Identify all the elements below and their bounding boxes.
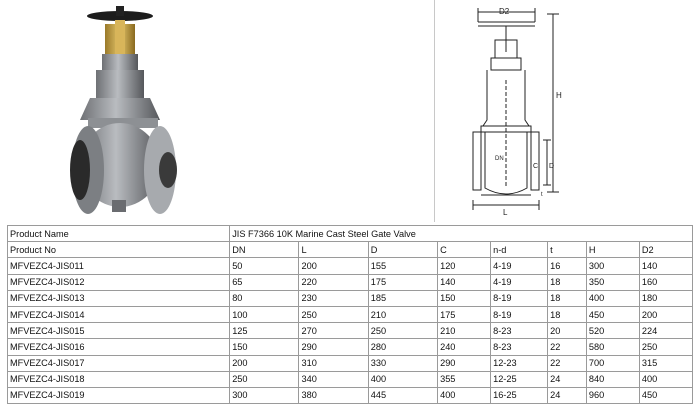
product-no-cell: MFVEZC4-JIS019 (8, 387, 230, 403)
technical-drawing (434, 0, 693, 222)
table-row (8, 387, 693, 403)
table-cell: 8-23 (491, 323, 548, 339)
table-cell: 22 (548, 355, 587, 371)
table-cell: 120 (438, 258, 491, 274)
table-cell: 200 (639, 306, 692, 322)
table-cell: 400 (586, 290, 639, 306)
label-d: D (549, 163, 555, 170)
valve-photo-illustration (8, 0, 433, 222)
table-cell: 16-25 (491, 387, 548, 403)
header-cell: D2 (639, 242, 692, 258)
table-cell: 580 (586, 339, 639, 355)
valve-dimension-drawing (435, 0, 693, 222)
table-cell: 150 (438, 290, 491, 306)
product-no-cell: MFVEZC4-JIS017 (8, 355, 230, 371)
header-cell: L (299, 242, 368, 258)
table-cell: 65 (230, 274, 299, 290)
valve-photo (8, 0, 433, 222)
table-row (8, 323, 693, 339)
table-cell: 200 (299, 258, 368, 274)
table-cell: 220 (299, 274, 368, 290)
product-no-cell: MFVEZC4-JIS018 (8, 371, 230, 387)
header-cell: DN (230, 242, 299, 258)
table-cell: 250 (368, 323, 437, 339)
product-no-cell: MFVEZC4-JIS015 (8, 323, 230, 339)
table-cell: 840 (586, 371, 639, 387)
table-row (8, 274, 693, 290)
table-cell: 8-19 (491, 290, 548, 306)
table-cell: 18 (548, 290, 587, 306)
table-cell: 4-19 (491, 258, 548, 274)
table-cell: 155 (368, 258, 437, 274)
label-d2: D2 (499, 7, 510, 16)
table-cell: 350 (586, 274, 639, 290)
table-cell: 180 (639, 290, 692, 306)
table-cell: 22 (548, 339, 587, 355)
table-cell: 12-23 (491, 355, 548, 371)
table-row (8, 306, 693, 322)
table-cell: 150 (230, 339, 299, 355)
table-cell: 80 (230, 290, 299, 306)
table-cell: 520 (586, 323, 639, 339)
table-cell: 250 (639, 339, 692, 355)
table-cell: 8-19 (491, 306, 548, 322)
table-cell: 310 (299, 355, 368, 371)
table-cell: 200 (230, 355, 299, 371)
table-cell: 960 (586, 387, 639, 403)
table-cell: 100 (230, 306, 299, 322)
header-cell: t (548, 242, 587, 258)
table-cell: 290 (299, 339, 368, 355)
label-t: t (541, 192, 543, 198)
table-cell: 185 (368, 290, 437, 306)
table-cell: 4-19 (491, 274, 548, 290)
table-cell: 125 (230, 323, 299, 339)
label-c: C (533, 163, 539, 170)
table-cell: 140 (639, 258, 692, 274)
table-cell: 224 (639, 323, 692, 339)
table-cell: 210 (368, 306, 437, 322)
table-row (8, 290, 693, 306)
table-cell: 250 (230, 371, 299, 387)
table-cell: 400 (639, 371, 692, 387)
header-cell: Product No (8, 242, 230, 258)
header-cell: C (438, 242, 491, 258)
label-dn: DN (495, 156, 504, 162)
table-cell: 450 (586, 306, 639, 322)
product-name-row (8, 226, 693, 242)
table-cell: 380 (299, 387, 368, 403)
product-no-cell: MFVEZC4-JIS011 (8, 258, 230, 274)
table-cell: 270 (299, 323, 368, 339)
table-row (8, 371, 693, 387)
table-cell: 16 (548, 258, 587, 274)
table-cell: 450 (639, 387, 692, 403)
table-row (8, 355, 693, 371)
table-cell: 50 (230, 258, 299, 274)
table-cell: 140 (438, 274, 491, 290)
label-l: L (503, 208, 508, 217)
table-cell: 300 (586, 258, 639, 274)
table-row (8, 339, 693, 355)
table-cell: 250 (299, 306, 368, 322)
table-cell: 400 (368, 371, 437, 387)
table-cell: 330 (368, 355, 437, 371)
product-name-label: Product Name (8, 226, 230, 242)
table-cell: 340 (299, 371, 368, 387)
table-cell: 24 (548, 371, 587, 387)
table-cell: 20 (548, 323, 587, 339)
table-cell: 18 (548, 274, 587, 290)
table-cell: 24 (548, 387, 587, 403)
table-cell: 175 (368, 274, 437, 290)
product-no-cell: MFVEZC4-JIS012 (8, 274, 230, 290)
table-cell: 280 (368, 339, 437, 355)
table-cell: 175 (438, 306, 491, 322)
table-cell: 400 (438, 387, 491, 403)
table-cell: 355 (438, 371, 491, 387)
table-cell: 300 (230, 387, 299, 403)
table-cell: 315 (639, 355, 692, 371)
header-cell: H (586, 242, 639, 258)
product-no-cell: MFVEZC4-JIS013 (8, 290, 230, 306)
table-cell: 240 (438, 339, 491, 355)
table-cell: 290 (438, 355, 491, 371)
product-no-cell: MFVEZC4-JIS014 (8, 306, 230, 322)
header-cell: D (368, 242, 437, 258)
product-no-cell: MFVEZC4-JIS016 (8, 339, 230, 355)
label-h: H (556, 91, 562, 100)
header-row (8, 242, 693, 258)
product-name-value: JIS F7366 10K Marine Cast Steel Gate Valve (230, 226, 693, 242)
table-cell: 160 (639, 274, 692, 290)
table-cell: 8-23 (491, 339, 548, 355)
table-cell: 230 (299, 290, 368, 306)
spec-table (7, 225, 693, 404)
header-cell: n-d (491, 242, 548, 258)
table-cell: 700 (586, 355, 639, 371)
table-cell: 18 (548, 306, 587, 322)
table-cell: 445 (368, 387, 437, 403)
table-cell: 12-25 (491, 371, 548, 387)
table-cell: 210 (438, 323, 491, 339)
table-row (8, 258, 693, 274)
